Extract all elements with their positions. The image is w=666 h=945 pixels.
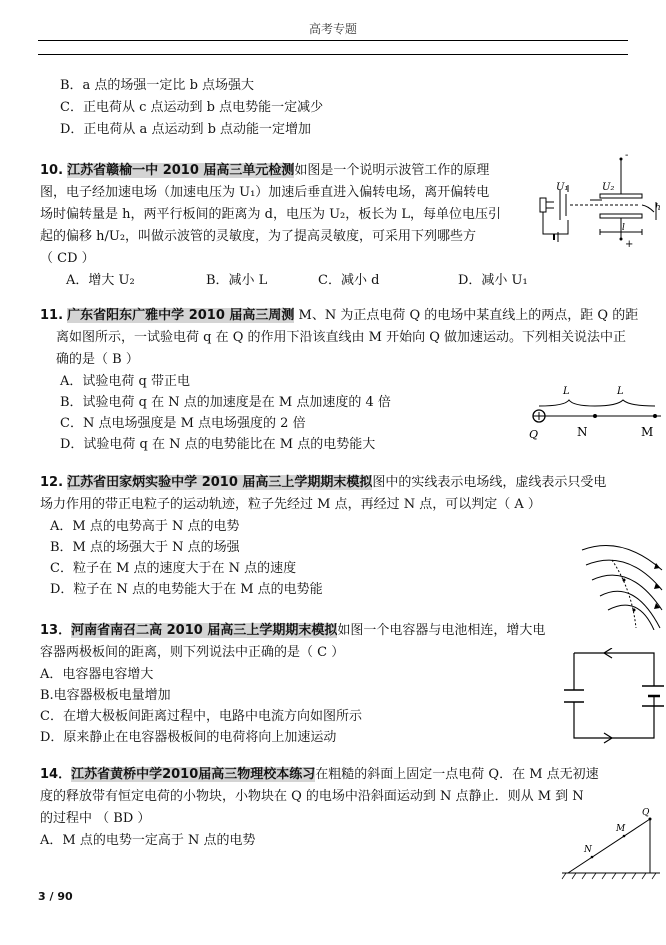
q14-source: 江苏省黄桥中学2010届高三物理校本练习 bbox=[71, 767, 316, 782]
q11-option-b: B．试验电荷 q 在 N 点的加速度是在 M 点加速度的 4 倍 bbox=[60, 395, 391, 410]
q10-source: 江苏省赣榆一中 2010 届高三单元检测 bbox=[67, 163, 295, 178]
q11-line1 bbox=[40, 305, 638, 326]
q10-oscilloscope-figure bbox=[530, 150, 665, 250]
q12-text1: 图中的实线表示电场线，虚线表示只受电 bbox=[372, 475, 607, 490]
q14-incline-figure bbox=[560, 805, 664, 880]
q9-option-d: D．正电荷从 a 点运动到 b 点动能一定增加 bbox=[60, 122, 312, 137]
q14-text1: 在粗糙的斜面上固定一点电荷 Q．在 M 点无初速 bbox=[315, 767, 599, 782]
q12-line1 bbox=[40, 472, 606, 493]
fig14-n-label: N bbox=[584, 845, 592, 855]
q13-line2: 容器两极板间的距离，则下列说法中正确的是（ C ） bbox=[40, 645, 345, 660]
fig14-point-m-dot bbox=[623, 835, 626, 838]
q13-option-c: C．在增大极板间距离过程中，电路中电流方向如图所示 bbox=[40, 709, 362, 724]
q12-field-lines-figure bbox=[572, 530, 664, 630]
q14-line1 bbox=[40, 764, 599, 785]
page-number: 3 / 90 bbox=[38, 890, 73, 903]
q10-text1: 如图是一个说明示波管工作的原理 bbox=[294, 163, 490, 178]
q13-option-b: B.电容器极板电量增加 bbox=[40, 688, 171, 703]
fig10-h-label: h bbox=[655, 203, 661, 213]
q12-number: 12. bbox=[40, 475, 64, 490]
fig11-m-label: M bbox=[641, 425, 654, 439]
q10-option-d: D．减小 U₁ bbox=[458, 273, 528, 288]
q13-source: 河南省南召二高 2010 届高三上学期期末模拟 bbox=[71, 623, 338, 638]
header-rule-bottom bbox=[38, 54, 628, 55]
q10-line3: 场时偏转量是 h，两平行板间的距离为 d，电压为 U₂，板长为 L，每单位电压引 bbox=[40, 207, 502, 222]
q10-line1 bbox=[40, 160, 489, 181]
q9-option-c: C．正电荷从 c 点运动到 b 点电势能一定减少 bbox=[60, 100, 324, 115]
q12-source: 江苏省田家炳实验中学 2010 届高三上学期期末模拟 bbox=[67, 475, 373, 490]
q12-option-c: C．粒子在 M 点的速度大于在 N 点的速度 bbox=[50, 561, 297, 576]
fig11-l1-label: L bbox=[563, 386, 570, 397]
fig11-n-label: N bbox=[577, 425, 588, 439]
q9-option-b: B．a 点的场强一定比 b 点场强大 bbox=[60, 78, 255, 93]
q13-number: 13． bbox=[40, 623, 72, 638]
q10-number: 10. bbox=[40, 163, 64, 178]
page-header-title: 高考专题 bbox=[308, 22, 357, 36]
q11-line3: 确的是（ B ） bbox=[56, 352, 139, 367]
fig14-m-label: M bbox=[616, 824, 626, 834]
q14-line3: 的过程中 （ BD ） bbox=[40, 811, 151, 826]
q11-source: 广东省阳东广雅中学 2010 届高三周测 bbox=[67, 308, 295, 323]
fig12-point-n-dot bbox=[633, 609, 636, 612]
fig11-l2-label: L bbox=[617, 386, 624, 397]
fig10-u2-label: U₂ bbox=[602, 182, 615, 193]
q10-option-b: B．减小 L bbox=[206, 273, 268, 288]
q14-option-a: A．M 点的电势一定高于 N 点的电势 bbox=[40, 833, 256, 848]
q11-option-a: A．试验电荷 q 带正电 bbox=[60, 374, 190, 389]
fig10-plus-label: + bbox=[625, 239, 634, 250]
q11-option-d: D．试验电荷 q 在 N 点的电势能比在 M 点的电势能大 bbox=[60, 437, 376, 452]
point-m-dot bbox=[653, 414, 657, 418]
q11-option-c: C．N 点电场强度是 M 点电场强度的 2 倍 bbox=[60, 416, 306, 431]
q11-line2: 离如图所示，一试验电荷 q 在 Q 的作用下沿该直线由 M 开始向 Q 做加速运动。下列相关说法中正 bbox=[56, 330, 627, 345]
fig10-l-label: l bbox=[622, 223, 625, 233]
q13-text1: 如图一个电容器与电池相连，增大电 bbox=[337, 623, 546, 638]
q10-answer: （ CD ） bbox=[40, 251, 95, 266]
minus-terminal-icon bbox=[620, 158, 623, 161]
plus-terminal-icon bbox=[620, 238, 623, 241]
q13-circuit-figure bbox=[562, 648, 664, 744]
q12-option-d: D．粒子在 N 点的电势能大于在 M 点的电势能 bbox=[50, 582, 323, 597]
q12-option-a: A．M 点的电势高于 N 点的电势 bbox=[50, 519, 240, 534]
fig14-q-label: Q bbox=[642, 808, 650, 818]
q13-option-a: A．电容器电容增大 bbox=[40, 667, 154, 682]
q10-option-c: C．减小 d bbox=[318, 273, 380, 288]
q10-line4: 起的偏移 h/U₂，叫做示波管的灵敏度，为了提高灵敏度，可采用下列哪些方 bbox=[40, 229, 477, 244]
fig11-q-label: Q bbox=[529, 428, 539, 441]
point-n-dot bbox=[593, 414, 597, 418]
q13-option-d: D．原来静止在电容器极板间的电荷将向上加速运动 bbox=[40, 730, 337, 745]
q12-option-b: B．M 点的场强大于 N 点的场强 bbox=[50, 540, 240, 555]
fig12-point-m-dot bbox=[623, 579, 626, 582]
fig10-u1-label: U₁ bbox=[556, 182, 569, 193]
q11-line-figure bbox=[525, 380, 665, 442]
q12-line2: 场力作用的带正电粒子的运动轨迹，粒子先经过 M 点，再经过 N 点，可以判定（ A ） bbox=[40, 497, 541, 512]
q10-line2: 图，电子经加速电场（加速电压为 U₁）加速后垂直进入偏转电场，离开偏转电 bbox=[40, 185, 490, 200]
q10-option-a: A．增大 U₂ bbox=[66, 273, 135, 288]
q11-text1: M、N 为正点电荷 Q 的电场中某直线上的两点，距 Q 的距 bbox=[294, 308, 639, 323]
q11-number: 11. bbox=[40, 308, 64, 323]
fig10-minus-label: - bbox=[625, 150, 629, 161]
q13-line1 bbox=[40, 620, 545, 641]
header-rule-top bbox=[38, 40, 628, 41]
fig14-point-n-dot bbox=[591, 856, 594, 859]
q14-line2: 度的释放带有恒定电荷的小物块，小物块在 Q 的电场中沿斜面运动到 N 点静止．则从 M 到 N bbox=[40, 789, 584, 804]
q14-number: 14． bbox=[40, 767, 72, 782]
